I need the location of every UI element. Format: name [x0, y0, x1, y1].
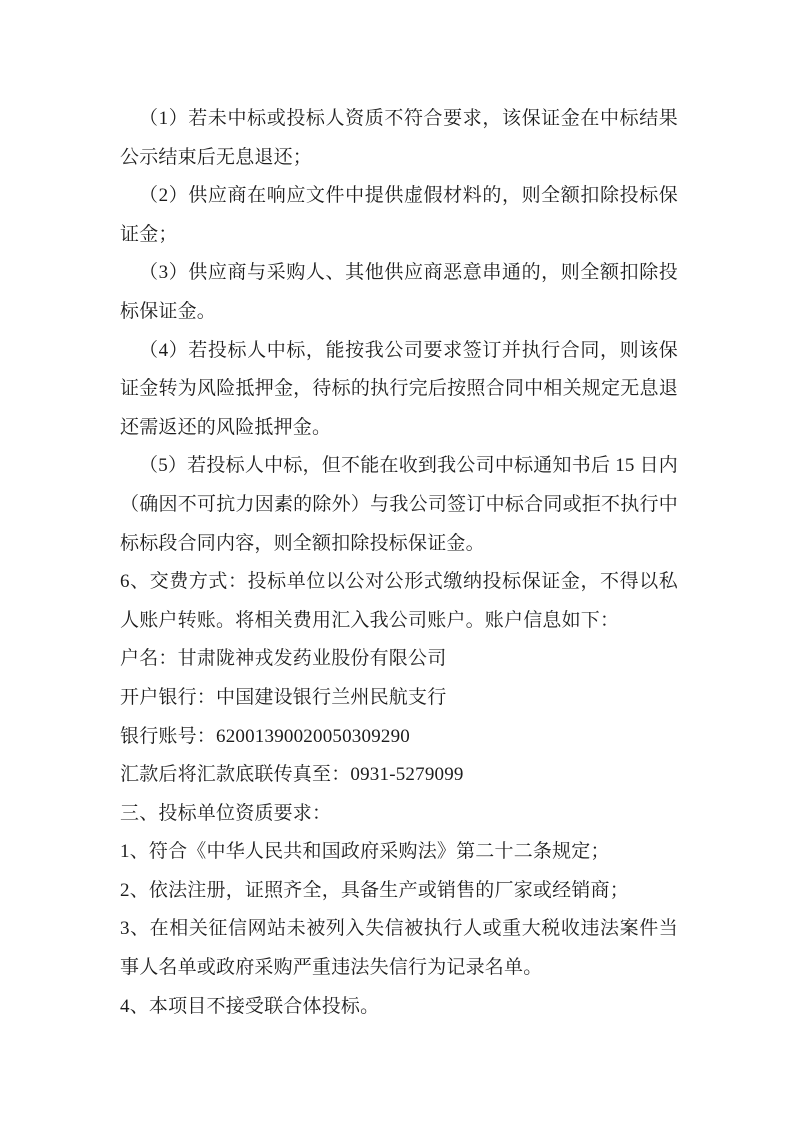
paragraph-account-number: 银行账号：62001390020050309290: [120, 725, 411, 747]
paragraph-deposit-clause-2: （2）供应商在响应文件中提供虚假材料的，则全额扣除投标保证金；: [120, 185, 678, 245]
paragraph-deposit-clause-5: （5）若投标人中标，但不能在收到我公司中标通知书后 15 日内（确因不可抗力因素的除外）与我公司签订中标合同或拒不执行中标标段合同内容，则全额扣除投标保证金。: [120, 455, 678, 554]
paragraph-fax-instruction: 汇款后将汇款底联传真至：0931-5279099: [120, 764, 464, 786]
paragraph-account-name: 户名：甘肃陇神戎发药业股份有限公司: [120, 648, 447, 670]
paragraph-deposit-clause-4: （4）若投标人中标，能按我公司要求签订并执行合同，则该保证金转为风险抵押金，待标的执行完后按照合同中相关规定无息退还需返还的风险抵押金。: [120, 339, 678, 438]
paragraph-qualification-3: 3、在相关征信网站未被列入失信被执行人或重大税收违法案件当事人名单或政府采购严重违法失信行为记录名单。: [120, 918, 678, 979]
paragraph-deposit-clause-1: （1）若未中标或投标人资质不符合要求，该保证金在中标结果公示结束后无息退还；: [120, 108, 678, 168]
document-body: [120, 100, 678, 1026]
paragraph-qualification-4: 4、本项目不接受联合体投标。: [120, 995, 380, 1017]
paragraph-deposit-clause-3: （3）供应商与采购人、其他供应商恶意串通的，则全额扣除投标保证金。: [120, 262, 678, 322]
paragraph-payment-method: 6、交费方式：投标单位以公对公形式缴纳投标保证金，不得以私人账户转账。将相关费用汇入我公司账户。账户信息如下：: [120, 571, 678, 631]
paragraph-account-bank: 开户银行：中国建设银行兰州民航支行: [120, 686, 447, 708]
paragraph-qualification-1: 1、符合《中华人民共和国政府采购法》第二十二条规定；: [120, 841, 610, 863]
paragraph-qualification-2: 2、依法注册，证照齐全，具备生产或销售的厂家或经销商；: [120, 879, 629, 901]
paragraph-section-heading-qualifications: 三、投标单位资质要求：: [120, 802, 332, 824]
